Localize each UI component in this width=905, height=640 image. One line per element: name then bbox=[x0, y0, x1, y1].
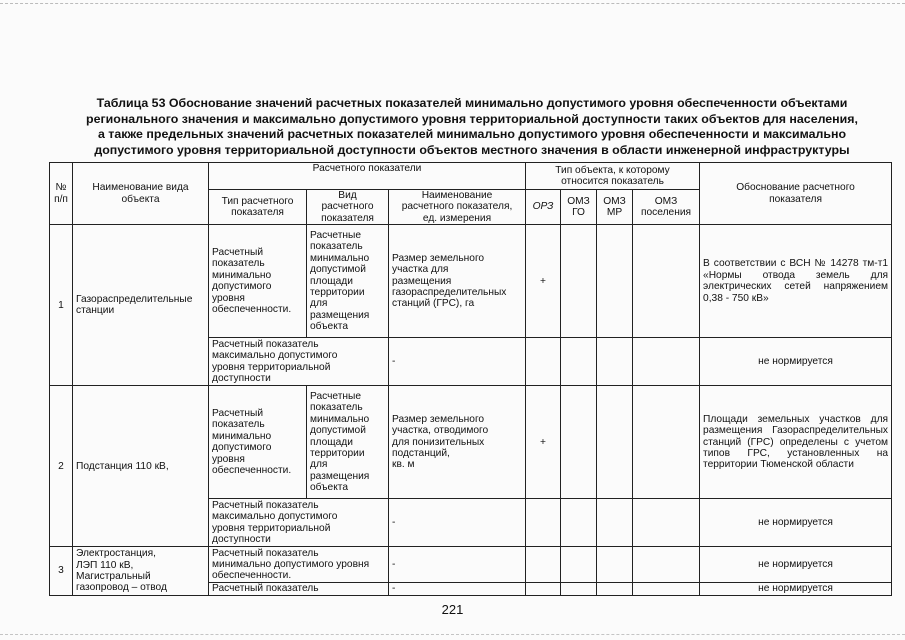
orz-mark: + bbox=[526, 225, 561, 338]
cell-line: Газораспределительные bbox=[76, 293, 193, 305]
header-orz: ОРЗ bbox=[526, 190, 561, 225]
cell-line: Размер земельного bbox=[392, 413, 485, 425]
cell-line: для bbox=[310, 459, 328, 471]
caption-line: а также предельных значений расчетных показателей минимально допустимого уровня обеспеченности и максимально bbox=[97, 127, 847, 142]
omz-mr-cell bbox=[597, 547, 633, 583]
header-text: показателя bbox=[231, 207, 284, 219]
cell-line: минимально bbox=[212, 269, 272, 281]
header-text: ед. измерения bbox=[422, 212, 492, 224]
header-text: Тип расчетного bbox=[221, 195, 294, 207]
header-calc-group: Расчетного показатели bbox=[209, 163, 526, 190]
max-basis-text: не нормируется bbox=[700, 338, 892, 386]
row-num: 2 bbox=[50, 386, 73, 547]
cell-line: обеспеченности. bbox=[212, 465, 292, 477]
header-calc-type bbox=[209, 190, 307, 225]
header-text: относится показатель bbox=[561, 176, 664, 187]
cell-line: обеспеченности. bbox=[212, 304, 292, 316]
basis-text: не нормируется bbox=[700, 583, 892, 595]
basis-text: В соответствии с ВСН № 14278 тм-т1 «Нормы отвода земель для электрических сетей напряжением 0,38 - 750 кВ» bbox=[700, 225, 892, 338]
cell-line: допустимого bbox=[212, 281, 272, 293]
cell-line: Расчетный bbox=[212, 408, 264, 419]
row-num: 1 bbox=[50, 225, 73, 386]
object-name bbox=[73, 547, 209, 595]
header-text: Наименование вида bbox=[92, 182, 189, 194]
header-text: п/п bbox=[54, 193, 68, 205]
orz-cell bbox=[526, 583, 561, 595]
omz-pos-cell bbox=[633, 499, 700, 547]
indicator-type bbox=[209, 547, 389, 583]
cell-line: допустимого bbox=[212, 442, 272, 454]
omz-pos-cell bbox=[633, 386, 700, 499]
max-indicator-name: - bbox=[389, 338, 526, 386]
header-type-group bbox=[526, 163, 700, 190]
header-text: поселения bbox=[640, 207, 692, 219]
cell-line: станции bbox=[76, 305, 115, 317]
header-text: ОМЗ bbox=[603, 195, 626, 207]
cell-line: допустимой bbox=[310, 264, 366, 276]
omz-mr-cell bbox=[597, 225, 633, 338]
cell-line: Расчетный bbox=[212, 247, 264, 258]
header-name bbox=[73, 163, 209, 225]
cell-line: объекта bbox=[310, 321, 348, 333]
orz-cell bbox=[526, 338, 561, 386]
omz-mr-cell bbox=[597, 338, 633, 386]
cell-line: станций (ГРС), га bbox=[392, 298, 475, 310]
cell-line: обеспеченности. bbox=[212, 570, 292, 582]
caption-line: допустимого уровня территориальной доступности объектов местного значения в области инженерной инфраструктуры bbox=[94, 142, 850, 157]
omz-go-cell bbox=[561, 583, 597, 595]
cell-line: допустимой bbox=[310, 425, 366, 437]
header-basis bbox=[700, 163, 892, 225]
orz-cell bbox=[526, 547, 561, 583]
header-text: объекта bbox=[121, 193, 160, 205]
row-num: 3 bbox=[50, 547, 73, 595]
omz-pos-cell bbox=[633, 225, 700, 338]
basis-text: не нормируется bbox=[700, 547, 892, 583]
cell-line: минимально bbox=[212, 430, 272, 442]
indicator-type bbox=[209, 386, 307, 499]
header-text: расчетного bbox=[321, 201, 374, 213]
caption-line: регионального значения и максимально допустимого уровня территориальной доступности таких объектов для населения, bbox=[86, 111, 858, 126]
object-name bbox=[73, 225, 209, 386]
header-text: Вид bbox=[338, 190, 357, 201]
cell-line: доступности bbox=[212, 534, 271, 546]
max-basis-text: не нормируется bbox=[700, 499, 892, 547]
indicator-name: - bbox=[389, 583, 526, 595]
cell-line: размещения bbox=[310, 309, 370, 321]
header-text: Обоснование расчетного bbox=[736, 182, 855, 194]
cell-line: территории bbox=[310, 286, 365, 298]
header-text: расчетного показателя, bbox=[401, 201, 513, 213]
cell-line: Расчетные bbox=[310, 229, 362, 241]
page-number: 221 bbox=[441, 602, 464, 617]
cell-line: показатель bbox=[310, 241, 363, 253]
cell-line: участка для bbox=[392, 264, 449, 276]
cell-line: размещения bbox=[310, 470, 370, 482]
max-indicator-type bbox=[209, 338, 389, 386]
header-text: Наименование bbox=[421, 190, 493, 201]
cell-line: Магистральный bbox=[76, 570, 151, 582]
header-omz-mr bbox=[597, 190, 633, 225]
cell-line: показатель bbox=[212, 258, 265, 270]
cell-line: участка, отводимого bbox=[392, 425, 489, 437]
cell-line: минимально bbox=[310, 413, 370, 425]
cell-line: уровня bbox=[212, 292, 245, 304]
cell-line: для bbox=[310, 298, 328, 310]
caption-line: Таблица 53 Обоснование значений расчетных показателей минимально допустимого уровня обеспеченности объектами bbox=[96, 96, 848, 110]
omz-go-cell bbox=[561, 225, 597, 338]
indicators-table bbox=[49, 162, 892, 596]
cell-line: ЛЭП 110 кВ, bbox=[76, 559, 134, 571]
cell-line: размещения bbox=[392, 275, 452, 287]
cell-line: минимально допустимого уровня bbox=[212, 559, 370, 571]
cell-line: объекта bbox=[310, 482, 348, 494]
cell-line: показатель bbox=[310, 402, 363, 414]
omz-pos-cell bbox=[633, 338, 700, 386]
header-num bbox=[50, 163, 73, 225]
cell-line: Расчетные bbox=[310, 390, 362, 402]
omz-mr-cell bbox=[597, 583, 633, 595]
cell-line: кв. м bbox=[392, 459, 415, 471]
indicator-name bbox=[389, 225, 526, 338]
table-row bbox=[50, 547, 892, 583]
header-calc-name bbox=[389, 190, 526, 225]
header-omz-go bbox=[561, 190, 597, 225]
header-text: № bbox=[55, 182, 67, 194]
indicator-kind bbox=[307, 225, 389, 338]
max-indicator-name: - bbox=[389, 499, 526, 547]
cell-line: максимально допустимого bbox=[212, 350, 338, 362]
cell-line: газопровод – отвод bbox=[76, 582, 167, 594]
table-row bbox=[50, 386, 892, 499]
header-omz-pos bbox=[633, 190, 700, 225]
header-text: ГО bbox=[572, 207, 585, 219]
cell-line: газораспределительных bbox=[392, 286, 507, 298]
header-text: ОМЗ bbox=[567, 195, 590, 207]
indicator-name: - bbox=[389, 547, 526, 583]
cell-line: Расчетный показатель bbox=[212, 338, 319, 350]
cell-line: территории bbox=[310, 447, 365, 459]
cell-line: Размер земельного bbox=[392, 252, 485, 264]
cell-line: максимально допустимого bbox=[212, 511, 338, 523]
indicator-type bbox=[209, 225, 307, 338]
omz-mr-cell bbox=[597, 499, 633, 547]
orz-mark: + bbox=[526, 386, 561, 499]
cell-line: Электростанция, bbox=[76, 548, 156, 560]
cell-line: уровня территориальной bbox=[212, 361, 331, 373]
omz-pos-cell bbox=[633, 583, 700, 595]
scan-bottom-edge bbox=[0, 634, 905, 636]
cell-line: для понизительных bbox=[392, 436, 485, 448]
cell-line: уровня bbox=[212, 453, 245, 465]
omz-go-cell bbox=[561, 547, 597, 583]
cell-line: минимально bbox=[310, 252, 370, 264]
indicator-kind bbox=[307, 386, 389, 499]
cell-line: площади bbox=[310, 275, 353, 287]
omz-pos-cell bbox=[633, 547, 700, 583]
header-text: Тип объекта, к которому bbox=[555, 164, 670, 176]
cell-line: уровня территориальной bbox=[212, 522, 331, 534]
indicator-name bbox=[389, 386, 526, 499]
cell-line: площади bbox=[310, 436, 353, 448]
cell-line: Расчетный показатель bbox=[212, 547, 319, 559]
omz-go-cell bbox=[561, 338, 597, 386]
scan-top-edge bbox=[0, 3, 905, 5]
omz-go-cell bbox=[561, 499, 597, 547]
basis-text: Площади земельных участков для размещения Газораспределительных станций (ГРС) определены с учетом типов ГРС, установленных на территории Тюменской области bbox=[700, 386, 892, 499]
header-text: показателя bbox=[321, 212, 374, 224]
cell-line: доступности bbox=[212, 373, 271, 385]
header-calc-kind bbox=[307, 190, 389, 225]
object-name: Подстанция 110 кВ, bbox=[73, 386, 209, 547]
cell-line: показатель bbox=[212, 419, 265, 431]
max-indicator-type bbox=[209, 499, 389, 547]
omz-mr-cell bbox=[597, 386, 633, 499]
header-text: ОМЗ bbox=[654, 195, 678, 207]
header-row bbox=[50, 163, 892, 190]
omz-go-cell bbox=[561, 386, 597, 499]
table-row bbox=[50, 225, 892, 338]
cell-line: Расчетный показатель bbox=[212, 499, 319, 511]
orz-cell bbox=[526, 499, 561, 547]
table-caption bbox=[52, 96, 892, 158]
indicator-type: Расчетный показатель bbox=[209, 583, 389, 595]
header-text: МР bbox=[606, 207, 623, 219]
cell-line: подстанций, bbox=[392, 447, 450, 459]
header-text: показателя bbox=[769, 193, 822, 205]
